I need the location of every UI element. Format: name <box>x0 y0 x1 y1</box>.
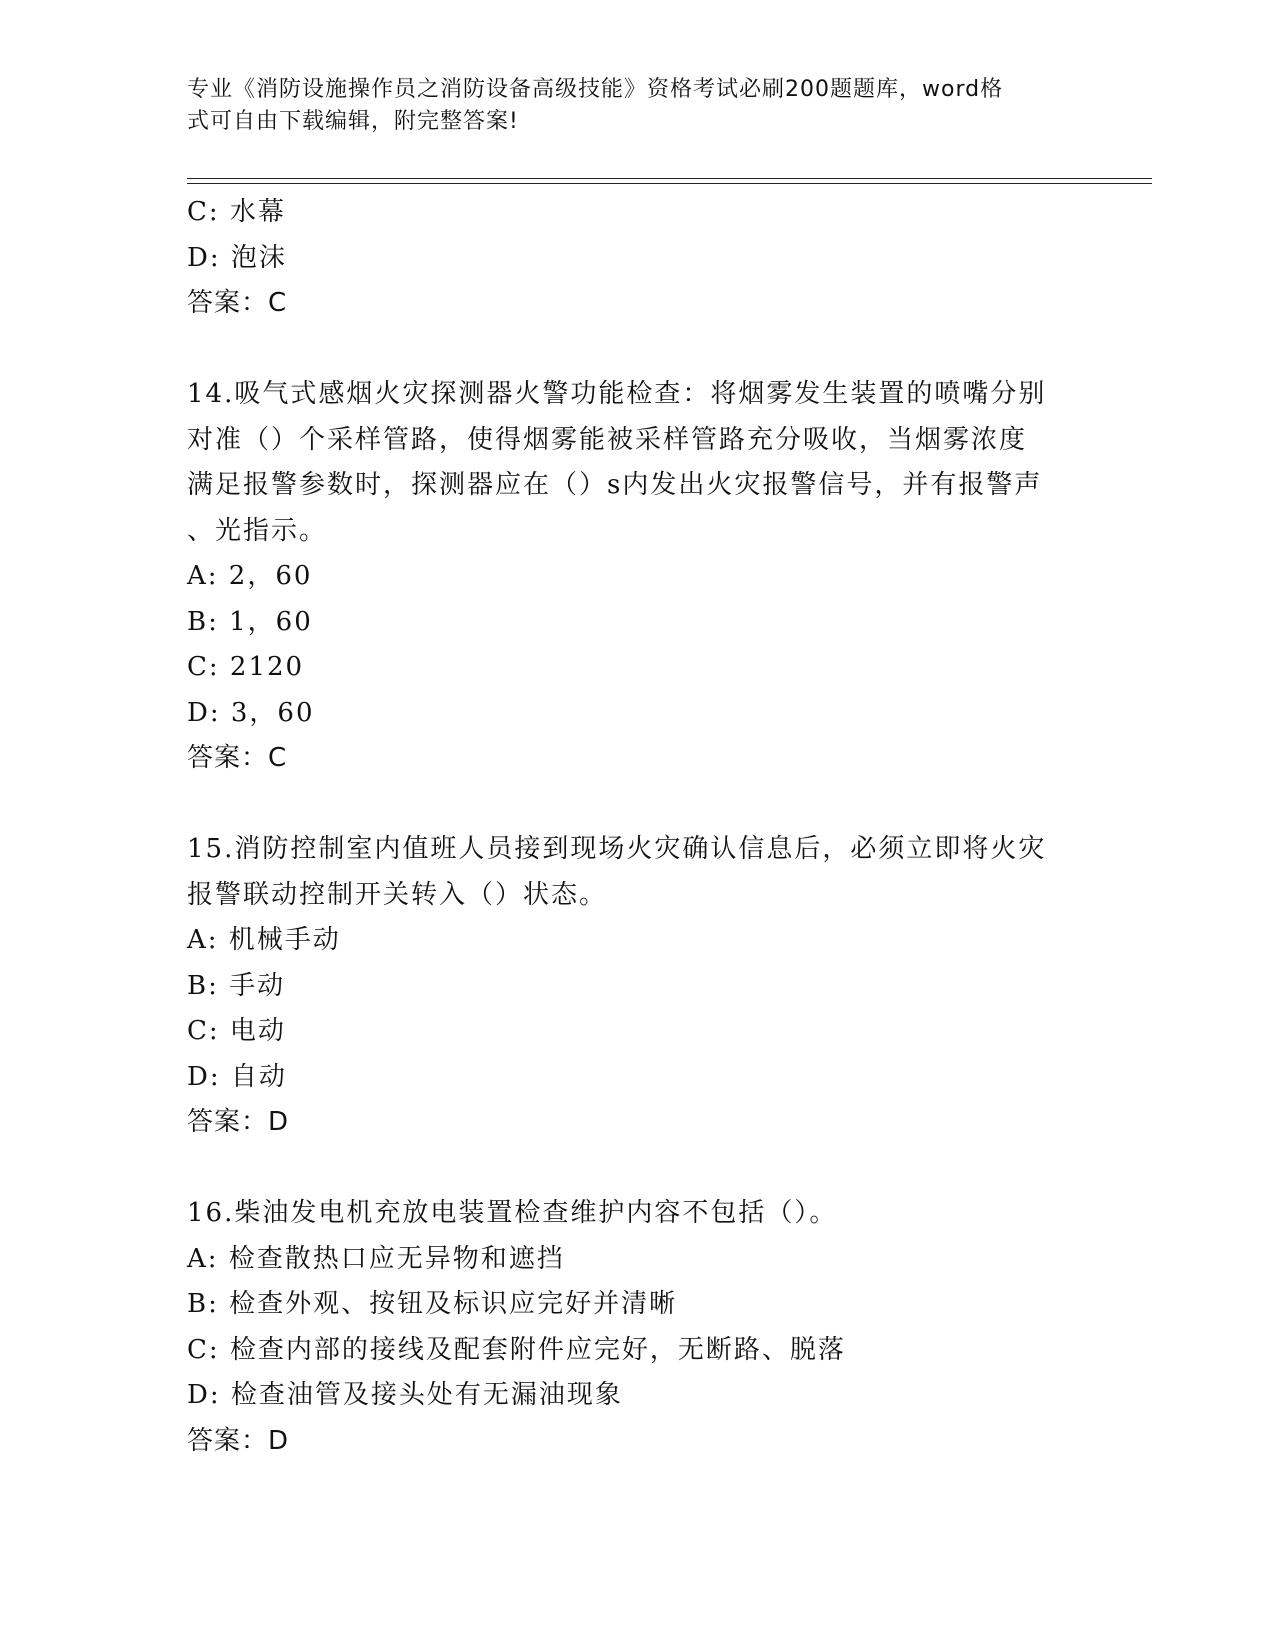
question-stem-line: 15.消防控制室内值班人员接到现场火灾确认信息后，必须立即将火灾 <box>187 834 1047 864</box>
question-stem-line: 16.柴油发电机充放电装置检查维护内容不包括（）。 <box>187 1198 838 1228</box>
question-14 <box>187 372 1087 782</box>
option-c: C: 检查内部的接线及配套附件应完好，无断路、脱落 <box>187 1334 846 1365</box>
answer-line: 答案：D <box>187 1425 290 1456</box>
header-divider-bottom <box>187 183 1152 184</box>
option-d: D: 检查油管及接头处有无漏油现象 <box>187 1380 623 1410</box>
spacer <box>187 327 1087 373</box>
option-d: D: 自动 <box>187 1061 287 1092</box>
answer-line: 答案：D <box>187 1107 290 1137</box>
option-a: A: 机械手动 <box>187 925 341 955</box>
option-c: C: 2120 <box>187 652 305 682</box>
spacer <box>187 1146 1087 1192</box>
option-d: D: 3，60 <box>187 697 315 728</box>
question-stem-line: 、光指示。 <box>187 515 328 546</box>
option-a: A: 检查散热口应无异物和遮挡 <box>187 1243 565 1274</box>
option-c: C: 电动 <box>187 1016 286 1046</box>
question-stem-line: 报警联动控制开关转入（）状态。 <box>187 879 608 910</box>
question-continued <box>187 190 1087 327</box>
question-stem-line: 满足报警参数时，探测器应在（）s内发出火灾报警信号，并有报警声 <box>187 470 1043 500</box>
question-16 <box>187 1191 1087 1464</box>
document-body <box>187 190 1087 1464</box>
document-header <box>187 74 1087 138</box>
question-15 <box>187 827 1087 1146</box>
option-a: A: 2，60 <box>187 561 313 591</box>
option-b: B: 1，60 <box>187 606 313 637</box>
option-b: B: 检查外观、按钮及标识应完好并清晰 <box>187 1289 678 1319</box>
spacer <box>187 782 1087 828</box>
header-divider-top <box>187 178 1152 179</box>
answer-line: 答案：C <box>187 743 288 773</box>
option-d: D: 泡沫 <box>187 242 287 273</box>
question-stem-line: 14.吸气式感烟火灾探测器火警功能检查：将烟雾发生装置的喷嘴分别 <box>187 379 1047 409</box>
header-line-1: 专业《消防设施操作员之消防设备高级技能》资格考试必刷200题题库，word格 <box>187 77 1004 102</box>
option-c: C: 水幕 <box>187 197 286 227</box>
answer-line: 答案：C <box>187 288 288 318</box>
header-line-2: 式可自由下载编辑，附完整答案! <box>187 109 519 134</box>
option-b: B: 手动 <box>187 970 286 1001</box>
question-stem-line: 对准（）个采样管路，使得烟雾能被采样管路充分吸收，当烟雾浓度 <box>187 424 1028 455</box>
